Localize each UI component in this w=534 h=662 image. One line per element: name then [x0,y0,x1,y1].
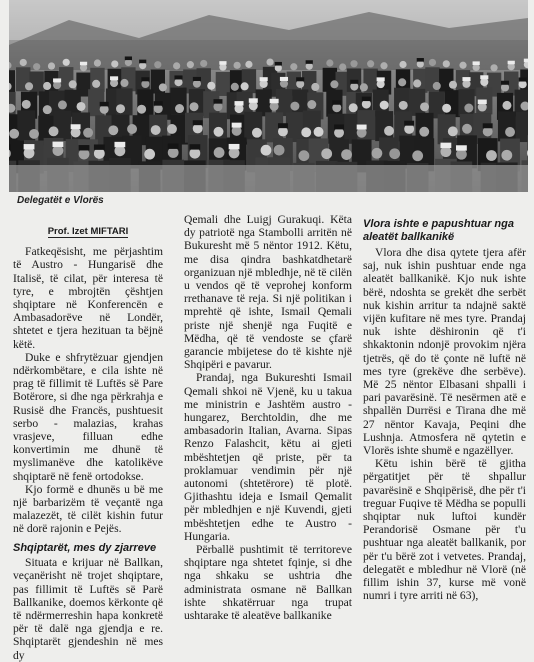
paragraph: Vlora dhe disa qytete tjera afër saj, nuk ishin pushtuar ende nga aleatët ballkanikë. Kjo nuk ishte bërë, ndoshta se grekët dhe serbët nuk kishin arritur ta ndajnë saktë vijën kufitare në mes tyre. Prandaj nuk ishte dëshironin që t'i shkaktonin ndonjë provokim njëra tjetrës, që do të çonte në luftë në mes tyre (grekëve dhe serbëve). Më 25 nëntor Elbasani shpalli i pari pavarësinë. Të nesërmen atë e shpallën Durrësi e Tirana dhe më 27 nëntor Kavaja, Peqini dhe Lushnja. Atmosfera në qytetin e Vlorës ishte shumë e ngazëllyer. [363,246,526,458]
paragraph: Fatkeqësisht, me përjashtim të Austro - Hungarisë dhe Italisë, të cilat, për interesa të tyre, e mbrojtën çështjen shqiptare në Konferencën e Ambasadorëve në Londër, shtetet e tjera hezituan ta bëjnë këtë. [13,245,163,351]
section-heading: Shqiptarët, mes dy zjarreve [13,541,157,554]
paragraph: Duke e shfrytëzuar gjendjen ndërkombëtare, e cila ishte në prag të fillimit të Luftës së Pare Botërore, si dhe nga përkrahja e Rusisë dhe Francës, pushtuesit serbo - malazias, krahas vrasjeve, filluan edhe konvertimin me dhunë të myslimanëve dhe katolikëve shqiptarë në fenë ortodokse. [13,350,163,483]
paragraph: Prandaj, nga Bukureshti Ismail Qemali shkoi në Vjenë, ku u takua me ministrin e Jashtëm austro - hungarez, Berchtoldin, dhe me ambasadorin Italian, Avarna. Sipas Renzo Falashcit, këtu ai gjeti mbështetjen që priste, për ta proklamuar vendimin për një autonomi (shtetërore) të plotë. Gjithashtu ideja e Ismail Qemalit për mbledhjen e një Kuvendi, gjeti mbështetjen edhe te Austro - Hungaria. [184,371,352,543]
section-heading: Vlora ishte e papushtuar nga aleatët ballkanikë [363,218,514,243]
article-column-1 [13,225,163,662]
paragraph: Kjo formë e dhunës u bë me një barbarizëm të veçantë nga malazezët, të cilët kishin futur në dorë rajonin e Pejës. [13,482,163,536]
article-column-3 [363,218,526,602]
article-column-2 [184,213,352,622]
photo-caption: Delegatët e Vlorës [17,195,104,206]
paragraph: Qemali dhe Luigj Gurakuqi. Këta dy patriotë nga Stambolli arritën në Bukuresht më 5 nëntor 1912. Këtu, me disa qindra bashkatdhetarë organizuan një mbledhje, në të cilën u vendos që të veprohej konform rrethanave të reja. Si një politikan i mprehtë që ishte, Ismail Qemali priste një shenjë nga Fuqitë e Mëdha, që të vendoste se çfarë garancie mbijetese do të kishte një Shqipëri e pavarur. [184,213,352,372]
author-byline: Prof. Izet MIFTARI [47,226,129,237]
delegates-photo [9,0,528,192]
paragraph: Situata e krijuar në Ballkan, veçanërisht në trojet shqiptare, pas fillimit të Luftës së Parë Ballkanike, doemos kërkonte që të ndërmerreshin hapa konkretë për të dalë nga gjendja e re. Shqiptarët gjendeshin në mes dy [13,556,163,662]
paragraph: Këtu ishin bërë të gjitha përgatitjet për të shpallur pavarësinë e Shqipërisë, dhe për t'i treguar Fuqive të Mëdha se populli shqiptar nuk luftoi kundër Perandorisë Osmane për t'u pushtuar nga aleatët ballkanik, por për t'u bërë zot i vetvetes. Prandaj, delegatët e mbledhur në Vlorë (në fillim ishin 37, kurse më vonë numri i tyre arriti në 63), [363,457,526,603]
paragraph: Përballë pushtimit të territoreve shqiptare nga shtetet fqinje, si dhe nga shkaku se ushtria dhe administrata osmane në Ballkan ishte shkatërruar nga trupat ushtarake të aleatëve ballkanike [184,543,352,623]
